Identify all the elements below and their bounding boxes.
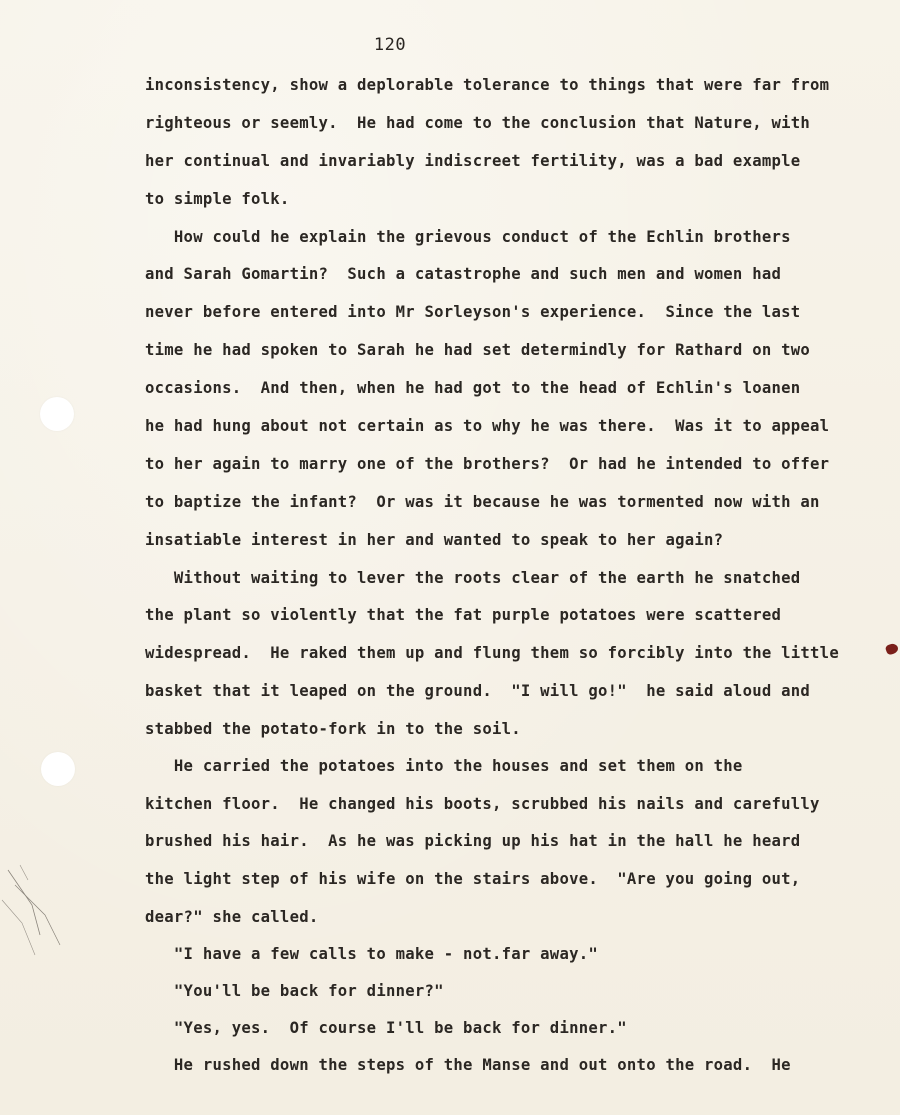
text-line-25: "You'll be back for dinner?" [145, 982, 444, 1000]
page-number: 120 [373, 35, 407, 55]
text-line-7: never before entered into Mr Sorleyson's experience. Since the last [145, 303, 801, 321]
text-line-27: He rushed down the steps of the Manse and out onto the road. He [145, 1056, 791, 1074]
text-line-10: he had hung about not certain as to why he was there. Was it to appeal [145, 417, 830, 435]
text-line-4: to simple folk. [145, 190, 290, 208]
text-line-6: and Sarah Gomartin? Such a catastrophe and such men and women had [145, 265, 782, 283]
text-line-18: stabbed the potato-fork in to the soil. [145, 720, 521, 738]
text-line-21: brushed his hair. As he was picking up his hat in the hall he heard [145, 832, 801, 850]
text-line-12: to baptize the infant? Or was it because he was tormented now with an [145, 493, 820, 511]
text-line-2: righteous or seemly. He had come to the conclusion that Nature, with [145, 114, 811, 132]
punch-hole-top [40, 397, 74, 431]
text-line-17: basket that it leaped on the ground. "I will go!" he said aloud and [145, 682, 811, 700]
text-line-9: occasions. And then, when he had got to the head of Echlin's loanen [145, 379, 801, 397]
text-line-3: her continual and invariably indiscreet fertility, was a bad example [145, 152, 801, 170]
margin-pencil-marks [0, 845, 80, 965]
text-line-22: the light step of his wife on the stairs above. "Are you going out, [145, 870, 801, 888]
punch-hole-bottom [41, 752, 75, 786]
text-line-11: to her again to marry one of the brothers? Or had he intended to offer [145, 455, 830, 473]
text-line-26: "Yes, yes. Of course I'll be back for dinner." [145, 1019, 627, 1037]
text-line-24: "I have a few calls to make - not.far away." [145, 945, 598, 963]
text-line-14: Without waiting to lever the roots clear of the earth he snatched [145, 569, 801, 587]
text-line-16: widespread. He raked them up and flung them so forcibly into the little [145, 644, 839, 662]
text-line-23: dear?" she called. [145, 908, 319, 926]
text-line-8: time he had spoken to Sarah he had set determindly for Rathard on two [145, 341, 811, 359]
text-line-20: kitchen floor. He changed his boots, scrubbed his nails and carefully [145, 795, 820, 813]
text-line-19: He carried the potatoes into the houses and set them on the [145, 757, 743, 775]
text-line-15: the plant so violently that the fat purple potatoes were scattered [145, 606, 782, 624]
text-line-5: How could he explain the grievous conduct of the Echlin brothers [145, 228, 791, 246]
ink-mark [885, 642, 900, 656]
text-line-1: inconsistency, show a deplorable tolerance to things that were far from [145, 76, 830, 94]
text-line-13: insatiable interest in her and wanted to speak to her again? [145, 531, 724, 549]
